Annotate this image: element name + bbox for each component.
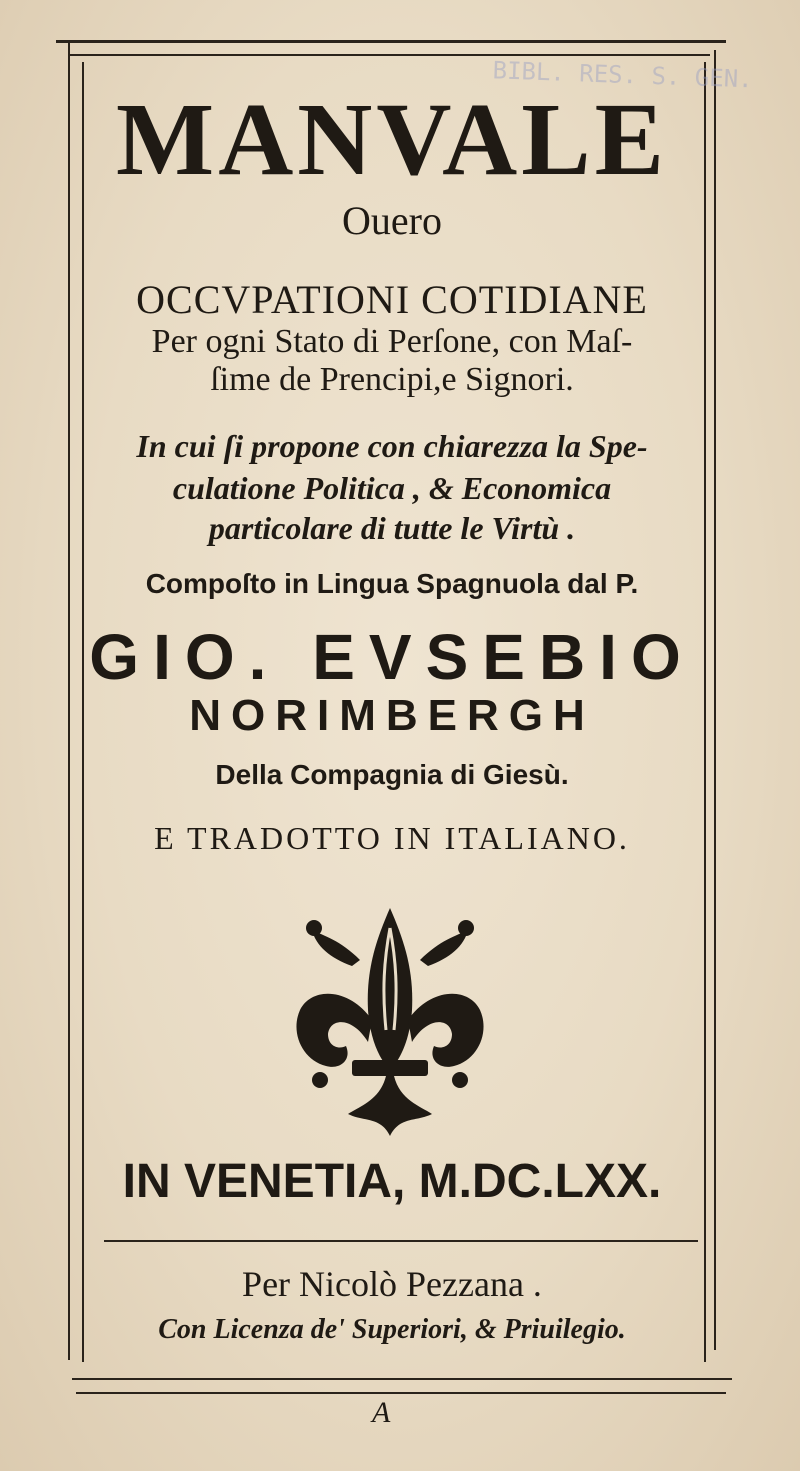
description-line-1: Per ogni Stato di Perſone, con Maſ- — [151, 323, 633, 360]
ouero-text: Ouero — [342, 198, 442, 243]
book-title: MANVALE — [116, 82, 668, 197]
printer-line: Per Nicolò Pezzana . — [242, 1264, 542, 1304]
top-rule-inner — [70, 54, 710, 56]
fleur-de-lis-icon — [290, 900, 490, 1140]
italic-line-3: particolare di tutte le Virtù . — [208, 510, 576, 546]
translated-line: E TRADOTTO IN ITALIANO. — [154, 820, 630, 856]
right-border-outer — [714, 50, 716, 1350]
italic-line-1: In cui ſi propone con chiarezza la Spe- — [136, 428, 648, 464]
left-border-outer — [68, 40, 70, 1360]
bottom-rule — [72, 1378, 732, 1380]
bottom-rule-outer — [76, 1392, 726, 1394]
description-line-2: ſime de Prencipi,e Signori. — [210, 361, 574, 398]
author-first-name: GIO. EVSEBIO — [89, 621, 695, 693]
signature-mark: A — [372, 1396, 391, 1429]
author-surname: NORIMBERGH — [189, 691, 595, 740]
library-stamp: BIBL. RES. S. GEN. — [492, 56, 754, 94]
license-line: Con Licenza de' Superiori, & Priuilegio. — [158, 1314, 626, 1345]
italic-line-2: culatione Politica , & Economica — [172, 470, 612, 506]
imprint-place-date: IN VENETIA, M.DC.LXX. — [122, 1155, 662, 1208]
composed-line: Compoſto in Lingua Spagnuola dal P. — [145, 568, 639, 599]
divider-rule — [104, 1240, 698, 1242]
society-line: Della Compagnia di Giesù. — [215, 759, 569, 790]
subtitle: OCCVPATIONI COTIDIANE — [136, 277, 648, 322]
top-rule — [56, 40, 726, 43]
